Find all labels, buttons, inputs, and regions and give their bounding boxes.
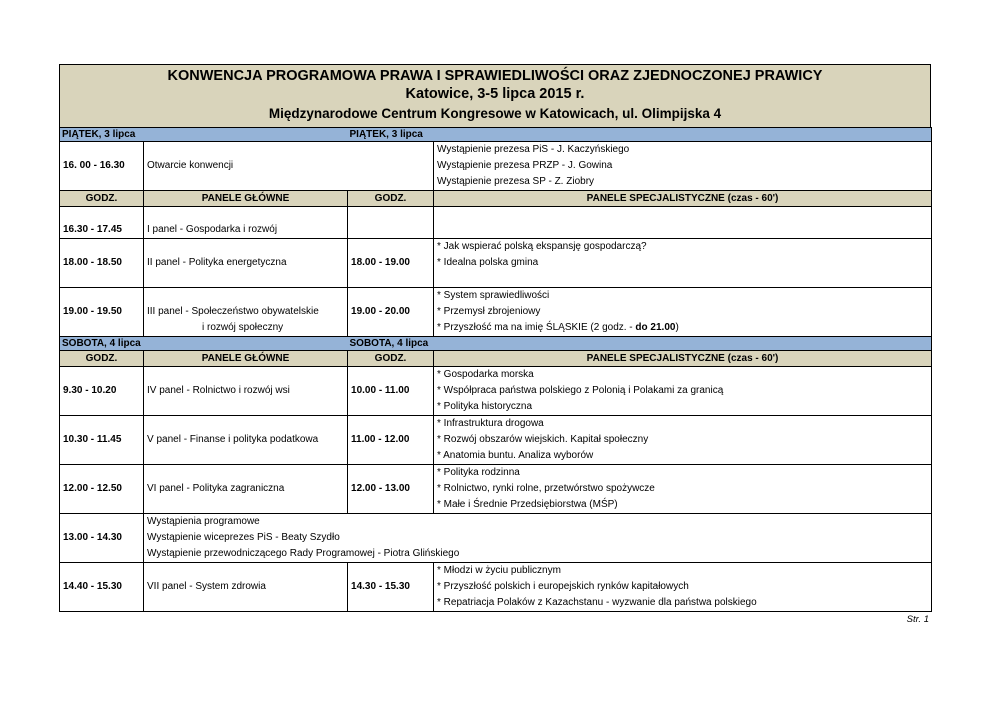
time-cell-2: 12.00 - 13.00 [348, 465, 434, 514]
col-time: GODZ. [60, 351, 144, 367]
list-item: * Przyszłość polskich i europejskich rynków kapitałowych [437, 581, 689, 592]
program-row [60, 514, 932, 563]
list-item: * Małe i Średnie Przedsiębiorstwa (MŚP) [437, 499, 618, 510]
list-item: Wystąpienia programowe [147, 516, 260, 527]
header-venue: Międzynarodowe Centrum Kongresowe w Katowicach, ul. Olimpijska 4 [268, 106, 722, 121]
opening-title: Otwarcie konwencji [144, 142, 434, 191]
col-time: GODZ. [60, 191, 144, 207]
schedule-document [59, 64, 931, 612]
time-cell-2: 18.00 - 19.00 [348, 239, 434, 288]
opening-speeches [434, 142, 932, 191]
time-cell: 18.00 - 18.50 [60, 239, 144, 288]
time-cell-2: 11.00 - 12.00 [348, 416, 434, 465]
schedule-table [59, 127, 932, 612]
panel-cell: VI panel - Polityka zagraniczna [144, 465, 348, 514]
list-item: * Rolnictwo, rynki rolne, przetwórstwo spożywcze [437, 483, 655, 494]
day-label-right: PIĄTEK, 3 lipca [348, 128, 932, 142]
list-item-bold: do 21.00 [635, 322, 676, 333]
day-label-right: SOBOTA, 4 lipca [348, 337, 932, 351]
spec-cell [434, 416, 932, 465]
time-cell-2: 19.00 - 20.00 [348, 288, 434, 337]
panel-label-cont: i rozwój społeczny [202, 322, 284, 333]
header-date: Katowice, 3-5 lipca 2015 r. [405, 86, 585, 102]
list-item: * Infrastruktura drogowa [437, 418, 544, 429]
panel-cell [144, 288, 348, 337]
col-time-2: GODZ. [348, 351, 434, 367]
program-cell [144, 514, 932, 563]
day-header-friday [60, 128, 932, 142]
table-row [60, 288, 932, 337]
spec-cell [434, 207, 932, 239]
header-title: KONWENCJA PROGRAMOWA PRAWA I SPRAWIEDLIWOŚCI ORAZ ZJEDNOCZONEJ PRAWICY [167, 68, 823, 84]
list-item: * Polityka rodzinna [437, 467, 520, 478]
col-specialist-panels: PANELE SPECJALISTYCZNE (czas - 60') [434, 191, 932, 207]
list-item-text: * Przyszłość ma na imię ŚLĄSKIE (2 godz. - [437, 322, 636, 333]
col-time-2: GODZ. [348, 191, 434, 207]
table-row [60, 367, 932, 416]
column-header-row [60, 351, 932, 367]
spec-cell [434, 367, 932, 416]
list-item: * Rozwój obszarów wiejskich. Kapitał społeczny [437, 434, 649, 445]
list-item [437, 320, 928, 336]
list-item: * Idealna polska gmina [437, 257, 539, 268]
time-cell: 16. 00 - 16.30 [60, 142, 144, 191]
list-item: * Repatriacja Polaków z Kazachstanu - wyzwanie dla państwa polskiego [437, 597, 757, 608]
document-header [59, 64, 931, 127]
col-specialist-panels: PANELE SPECJALISTYCZNE (czas - 60') [434, 351, 932, 367]
table-row [60, 563, 932, 612]
table-row [60, 416, 932, 465]
page-number: Str. 1 [906, 614, 929, 625]
list-item: * Polityka historyczna [437, 401, 533, 412]
list-item-end: ) [675, 322, 679, 333]
list-item: Wystąpienie przewodniczącego Rady Programowej - Piotra Glińskiego [147, 548, 460, 559]
time-cell: 12.00 - 12.50 [60, 465, 144, 514]
day-label-left: PIĄTEK, 3 lipca [60, 128, 348, 142]
spec-cell [434, 465, 932, 514]
list-item: * Współpraca państwa polskiego z Polonią i Polakami za granicą [437, 385, 724, 396]
list-item: * Jak wspierać polską ekspansję gospodarczą? [437, 241, 647, 252]
col-main-panels: PANELE GŁÓWNE [144, 191, 348, 207]
time-cell-2 [348, 207, 434, 239]
list-item: * Młodzi w życiu publicznym [437, 565, 561, 576]
panel-label: III panel - Społeczeństwo obywatelskie [147, 306, 319, 317]
time-cell: 19.00 - 19.50 [60, 288, 144, 337]
spec-cell [434, 288, 932, 337]
day-header-saturday [60, 337, 932, 351]
time-cell-2: 10.00 - 11.00 [348, 367, 434, 416]
spec-cell [434, 563, 932, 612]
panel-cell: I panel - Gospodarka i rozwój [144, 207, 348, 239]
list-item: * Gospodarka morska [437, 369, 534, 380]
opening-row [60, 142, 932, 191]
panel-cell: II panel - Polityka energetyczna [144, 239, 348, 288]
time-cell-2: 14.30 - 15.30 [348, 563, 434, 612]
panel-cell: VII panel - System zdrowia [144, 563, 348, 612]
col-main-panels: PANELE GŁÓWNE [144, 351, 348, 367]
table-row [60, 239, 932, 288]
table-row [60, 465, 932, 514]
time-cell: 9.30 - 10.20 [60, 367, 144, 416]
list-item: * Anatomia buntu. Analiza wyborów [437, 450, 594, 461]
panel-cell: V panel - Finanse i polityka podatkowa [144, 416, 348, 465]
list-item: Wystąpienie wiceprezes PiS - Beaty Szydło [147, 532, 340, 543]
spec-cell [434, 239, 932, 288]
time-cell: 14.40 - 15.30 [60, 563, 144, 612]
time-cell: 16.30 - 17.45 [60, 207, 144, 239]
panel-cell: IV panel - Rolnictwo i rozwój wsi [144, 367, 348, 416]
column-header-row [60, 191, 932, 207]
list-item: Wystąpienie prezesa PiS - J. Kaczyńskiego [437, 144, 630, 155]
list-item: Wystąpienie prezesa PRZP - J. Gowina [437, 160, 613, 171]
day-label-left: SOBOTA, 4 lipca [60, 337, 348, 351]
list-item: Wystąpienie prezesa SP - Z. Ziobry [437, 176, 595, 187]
time-cell: 13.00 - 14.30 [60, 514, 144, 563]
time-cell: 10.30 - 11.45 [60, 416, 144, 465]
list-item: * Przemysł zbrojeniowy [437, 306, 541, 317]
list-item: * System sprawiedliwości [437, 290, 550, 301]
table-row [60, 207, 932, 239]
